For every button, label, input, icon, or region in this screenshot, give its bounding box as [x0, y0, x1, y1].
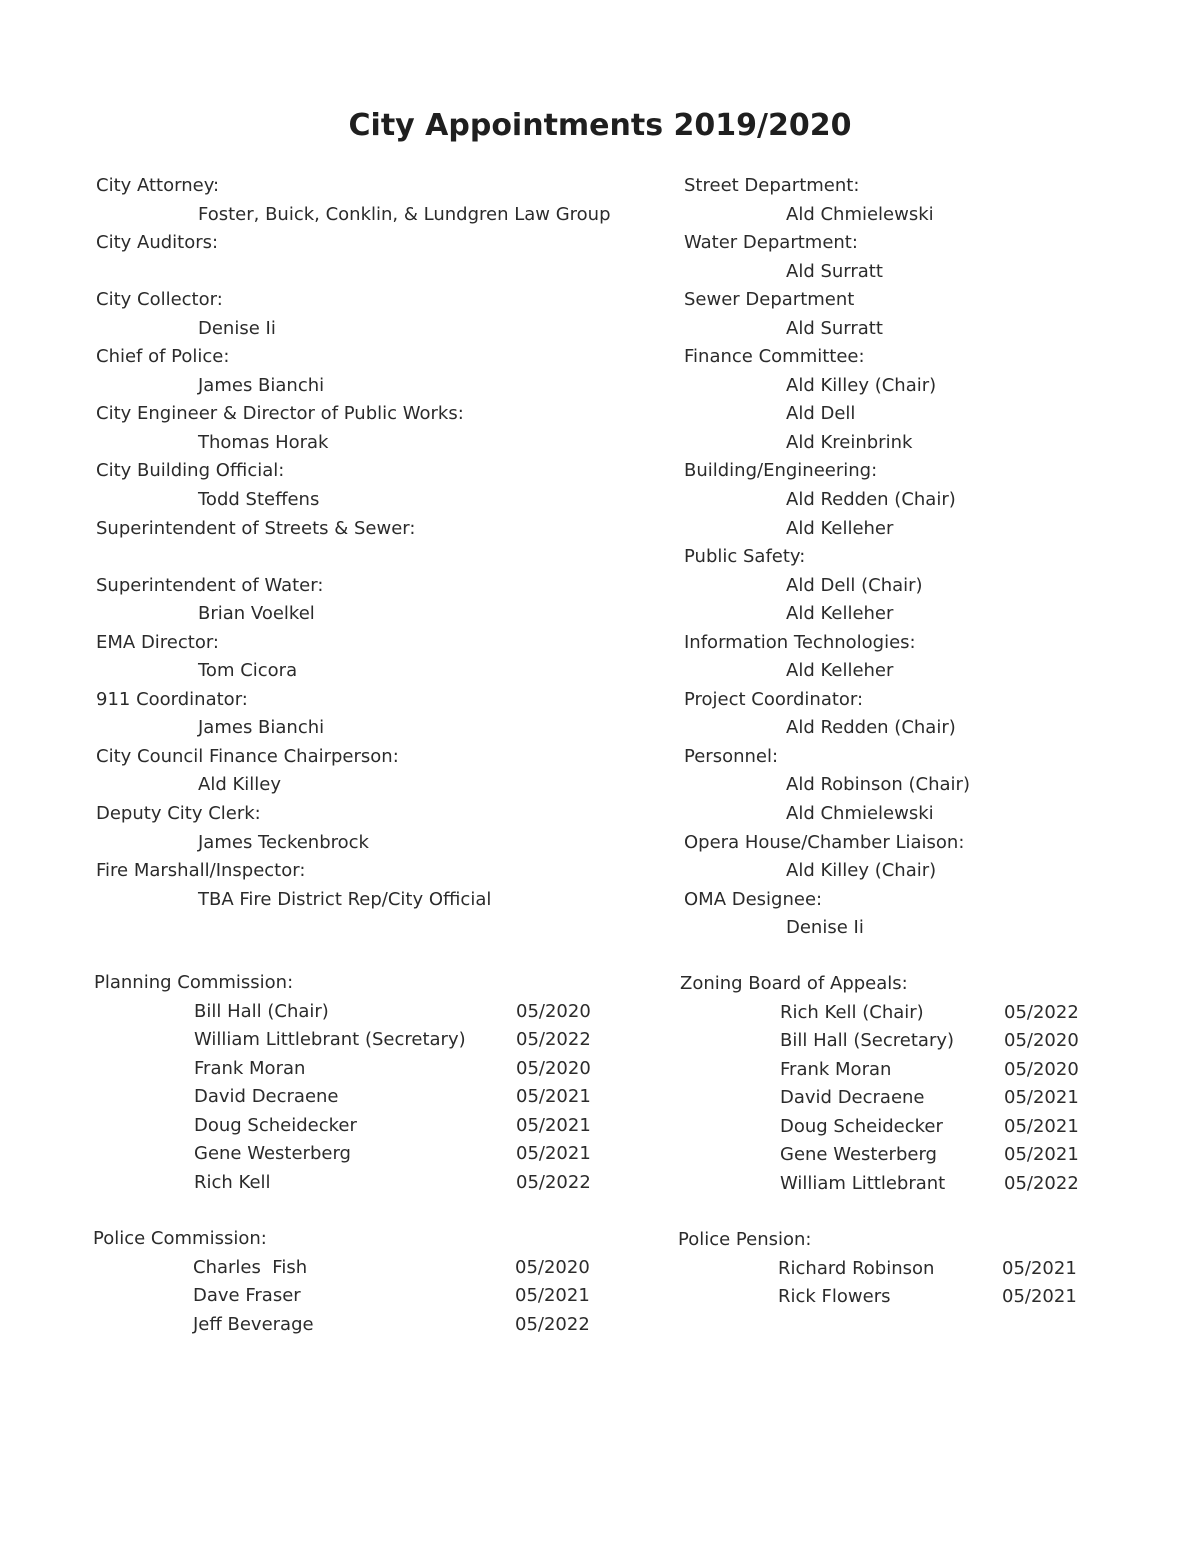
table-row — [680, 1113, 1140, 1142]
committee-member: Ald Robinson (Chair) — [786, 774, 970, 796]
term-date: 05/2021 — [1002, 1257, 1077, 1279]
committee-label: OMA Designee: — [684, 888, 823, 910]
table-row — [94, 1169, 634, 1198]
term-date: 05/2022 — [1004, 1172, 1079, 1194]
committee-label: Water Department: — [684, 232, 858, 254]
position-label: Fire Marshall/Inspector: — [96, 860, 306, 882]
position-label: City Engineer & Director of Public Works: — [96, 403, 464, 425]
member-name: Jeff Beverage — [193, 1313, 314, 1335]
table-row — [94, 1083, 634, 1112]
term-date: 05/2020 — [516, 1000, 591, 1022]
committee-label: Street Department: — [684, 175, 860, 196]
position-label: Chief of Police: — [96, 346, 230, 368]
table-row — [680, 1056, 1140, 1085]
appointee-name: Foster, Buick, Conklin, & Lundgren Law Group — [198, 203, 611, 225]
appointee-name: James Teckenbrock — [198, 831, 369, 853]
term-date: 05/2021 — [1004, 1115, 1079, 1137]
term-date: 05/2021 — [516, 1143, 591, 1164]
appointee-name: TBA Fire District Rep/City Official — [198, 888, 492, 910]
position-label: 911 Coordinator: — [96, 688, 248, 710]
term-date: 05/2021 — [1002, 1286, 1077, 1307]
member-name: David Decraene — [780, 1087, 925, 1108]
board-heading: Planning Commission: — [94, 972, 294, 993]
committee-member: Ald Redden (Chair) — [786, 489, 956, 511]
committee-member: Ald Redden (Chair) — [786, 717, 956, 739]
board-heading: Police Pension: — [678, 1229, 812, 1250]
member-name: William Littlebrant — [780, 1172, 946, 1194]
member-name: Frank Moran — [194, 1057, 306, 1079]
police-commission — [93, 1225, 633, 1339]
member-name: David Decraene — [194, 1086, 339, 1107]
table-row — [93, 1282, 633, 1311]
blank-line — [96, 543, 656, 572]
term-date: 05/2020 — [515, 1256, 590, 1278]
committee-member: Ald Killey (Chair) — [786, 374, 937, 396]
member-name: Dave Fraser — [193, 1285, 301, 1306]
committee-member: Ald Kelleher — [786, 517, 894, 539]
planning-commission — [94, 969, 634, 1197]
member-name: Rick Flowers — [778, 1286, 891, 1307]
table-row — [93, 1254, 633, 1283]
table-row — [678, 1255, 1138, 1284]
committee-member: Ald Chmielewski — [786, 803, 934, 825]
term-date: 05/2022 — [516, 1029, 591, 1050]
table-row — [93, 1311, 633, 1340]
table-row — [680, 1141, 1140, 1170]
right-column — [684, 172, 1164, 943]
table-row — [678, 1283, 1138, 1312]
position-label: Deputy City Clerk: — [96, 803, 261, 825]
committee-member: Ald Dell — [786, 403, 856, 425]
committee-member: Ald Chmielewski — [786, 203, 934, 225]
committee-label: Sewer Department — [684, 289, 855, 311]
position-label: Superintendent of Water: — [96, 574, 324, 596]
position-label: City Collector: — [96, 289, 223, 311]
term-date: 05/2020 — [516, 1057, 591, 1079]
member-name: Frank Moran — [780, 1058, 892, 1080]
appointee-name: Tom Cicora — [198, 660, 298, 682]
board-heading: Police Commission: — [93, 1228, 267, 1249]
position-label: City Building Official: — [96, 460, 285, 482]
member-name: Doug Scheidecker — [194, 1114, 357, 1136]
police-pension — [678, 1226, 1138, 1312]
member-name: Gene Westerberg — [780, 1144, 937, 1165]
term-date: 05/2022 — [516, 1171, 591, 1193]
table-row — [680, 1084, 1140, 1113]
member-name: Doug Scheidecker — [780, 1115, 943, 1137]
appointee-name: Brian Voelkel — [198, 603, 315, 625]
term-date: 05/2022 — [1004, 1001, 1079, 1023]
member-name: Rich Kell (Chair) — [780, 1001, 924, 1023]
term-date: 05/2021 — [1004, 1144, 1079, 1165]
table-row — [94, 1026, 634, 1055]
position-label: EMA Director: — [96, 631, 219, 653]
table-row — [94, 1140, 634, 1169]
position-label: City Attorney: — [96, 175, 220, 196]
committee-label: Opera House/Chamber Liaison: — [684, 831, 965, 853]
table-row — [680, 999, 1140, 1028]
term-date: 05/2020 — [1004, 1058, 1079, 1080]
committee-member: Ald Kreinbrink — [786, 431, 913, 453]
member-name: Rich Kell — [194, 1171, 271, 1193]
committee-member: Ald Dell (Chair) — [786, 574, 923, 596]
table-row — [94, 998, 634, 1027]
committee-label: Public Safety: — [684, 546, 806, 568]
committee-member: Ald Surratt — [786, 260, 883, 282]
appointee-name: James Bianchi — [198, 374, 325, 396]
committee-label: Building/Engineering: — [684, 460, 878, 482]
table-row — [94, 1112, 634, 1141]
appointee-name: Thomas Horak — [198, 431, 329, 453]
appointee-name: James Bianchi — [198, 717, 325, 739]
position-label: City Council Finance Chairperson: — [96, 745, 399, 767]
committee-member: Ald Kelleher — [786, 603, 894, 625]
appointee-name: Ald Killey — [198, 774, 281, 796]
committee-member: Ald Kelleher — [786, 660, 894, 682]
table-row — [680, 1170, 1140, 1199]
term-date: 05/2021 — [1004, 1087, 1079, 1108]
committee-label: Personnel: — [684, 745, 779, 767]
committee-member: Denise Ii — [786, 917, 864, 939]
board-heading: Zoning Board of Appeals: — [680, 973, 908, 994]
blank-line — [96, 258, 656, 287]
committee-label: Project Coordinator: — [684, 688, 864, 710]
term-date: 05/2021 — [516, 1086, 591, 1107]
committee-label: Information Technologies: — [684, 631, 916, 653]
position-label: Superintendent of Streets & Sewer: — [96, 517, 416, 539]
member-name: Richard Robinson — [778, 1257, 935, 1279]
zoning-board-of-appeals — [680, 970, 1140, 1198]
appointee-name: Todd Steffens — [198, 489, 320, 511]
table-row — [94, 1055, 634, 1084]
term-date: 05/2020 — [1004, 1030, 1079, 1051]
left-column — [96, 172, 656, 914]
term-date: 05/2021 — [516, 1114, 591, 1136]
member-name: William Littlebrant (Secretary) — [194, 1029, 466, 1050]
member-name: Gene Westerberg — [194, 1143, 351, 1164]
term-date: 05/2022 — [515, 1313, 590, 1335]
committee-member: Ald Surratt — [786, 317, 883, 339]
committee-member: Ald Killey (Chair) — [786, 860, 937, 882]
member-name: Bill Hall (Secretary) — [780, 1030, 955, 1051]
table-row — [680, 1027, 1140, 1056]
committee-label: Finance Committee: — [684, 346, 865, 368]
position-label: City Auditors: — [96, 232, 219, 254]
term-date: 05/2021 — [515, 1285, 590, 1306]
member-name: Bill Hall (Chair) — [194, 1000, 329, 1022]
appointee-name: Denise Ii — [198, 317, 276, 339]
page-title: City Appointments 2019/2020 — [348, 108, 852, 143]
member-name: Charles Fish — [193, 1256, 308, 1278]
